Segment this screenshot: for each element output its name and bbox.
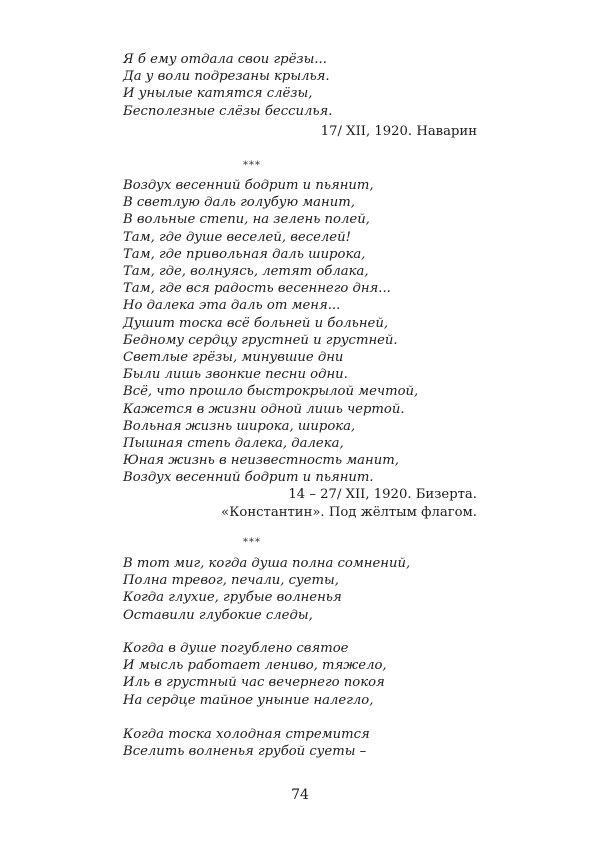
poem-line: Бесполезные слёзы бессилья. xyxy=(123,103,333,119)
poem-2-signature-date: 14 – 27/ XII, 1920. Бизерта. xyxy=(288,487,477,502)
poem-line: Пышная степь далека, далека, xyxy=(123,436,344,452)
poem-1-stanza xyxy=(123,51,483,120)
poem-line: Оставили глубокие следы, xyxy=(123,607,313,623)
section-separator: *** xyxy=(243,537,261,548)
poem-3-stanza-2 xyxy=(123,640,483,709)
poem-line: Душит тоска всё больней и больней, xyxy=(123,315,389,331)
poem-line: Вольная жизнь широка, широка, xyxy=(123,418,356,434)
poem-line: И мысль работает лениво, тяжело, xyxy=(123,658,387,674)
poem-line: Когда в душе погублено святое xyxy=(123,641,349,656)
poem-3-stanza-1 xyxy=(123,555,483,624)
poem-line: Там, где душе веселей, веселей! xyxy=(123,229,351,245)
poem-line: В тот миг, когда душа полна сомнений, xyxy=(123,556,411,571)
poem-line: Иль в грустный час вечернего покоя xyxy=(123,675,385,691)
poem-line: Я б ему отдала свои грёзы... xyxy=(123,52,327,67)
poem-2-signature-place: «Константин». Под жёлтым флагом. xyxy=(221,505,477,520)
poem-line: Полна тревог, печали, суеты, xyxy=(123,573,339,589)
poem-line: В светлую даль голубую манит, xyxy=(123,195,355,211)
poem-line: Когда тоска холодная стремится xyxy=(123,727,370,742)
poem-line: Там, где вся радость весеннего дня... xyxy=(123,281,391,297)
poem-line: Когда глухие, грубые волненья xyxy=(123,590,342,606)
poem-line: На сердце тайное уныние налегло, xyxy=(123,692,374,708)
poem-line: Да у воли подрезаны крылья. xyxy=(123,69,330,85)
poem-line: В вольные степи, на зелень полей, xyxy=(123,212,370,228)
poem-line: Воздух весенний бодрит и пьянит. xyxy=(123,470,374,486)
section-separator: *** xyxy=(243,160,261,171)
poem-line: Юная жизнь в неизвестность манит, xyxy=(123,453,399,469)
poem-2-stanza xyxy=(123,177,483,487)
page-number: 74 xyxy=(291,787,309,803)
poem-line: Но далека эта даль от меня... xyxy=(123,298,341,314)
poem-line: И унылые катятся слёзы, xyxy=(123,86,313,102)
poem-line: Светлые грёзы, минувшие дни xyxy=(123,350,344,366)
poem-line: Воздух весенний бодрит и пьянит, xyxy=(123,178,374,193)
poem-line: Кажется в жизни одной лишь чертой. xyxy=(123,401,405,417)
poem-line: Вселить волненья грубой суеты – xyxy=(123,744,367,760)
poem-line: Были лишь звонкие песни одни. xyxy=(123,367,348,383)
poem-line: Бедному сердцу грустней и грустней. xyxy=(123,332,398,348)
poem-line: Там, где, волнуясь, летят облака, xyxy=(123,264,369,280)
poem-3-stanza-3 xyxy=(123,726,483,760)
poem-line: Там, где привольная даль широка, xyxy=(123,246,366,262)
poem-1-signature: 17/ XII, 1920. Наварин xyxy=(320,124,477,139)
poem-line: Всё, что прошло быстрокрылой мечтой, xyxy=(123,384,419,400)
